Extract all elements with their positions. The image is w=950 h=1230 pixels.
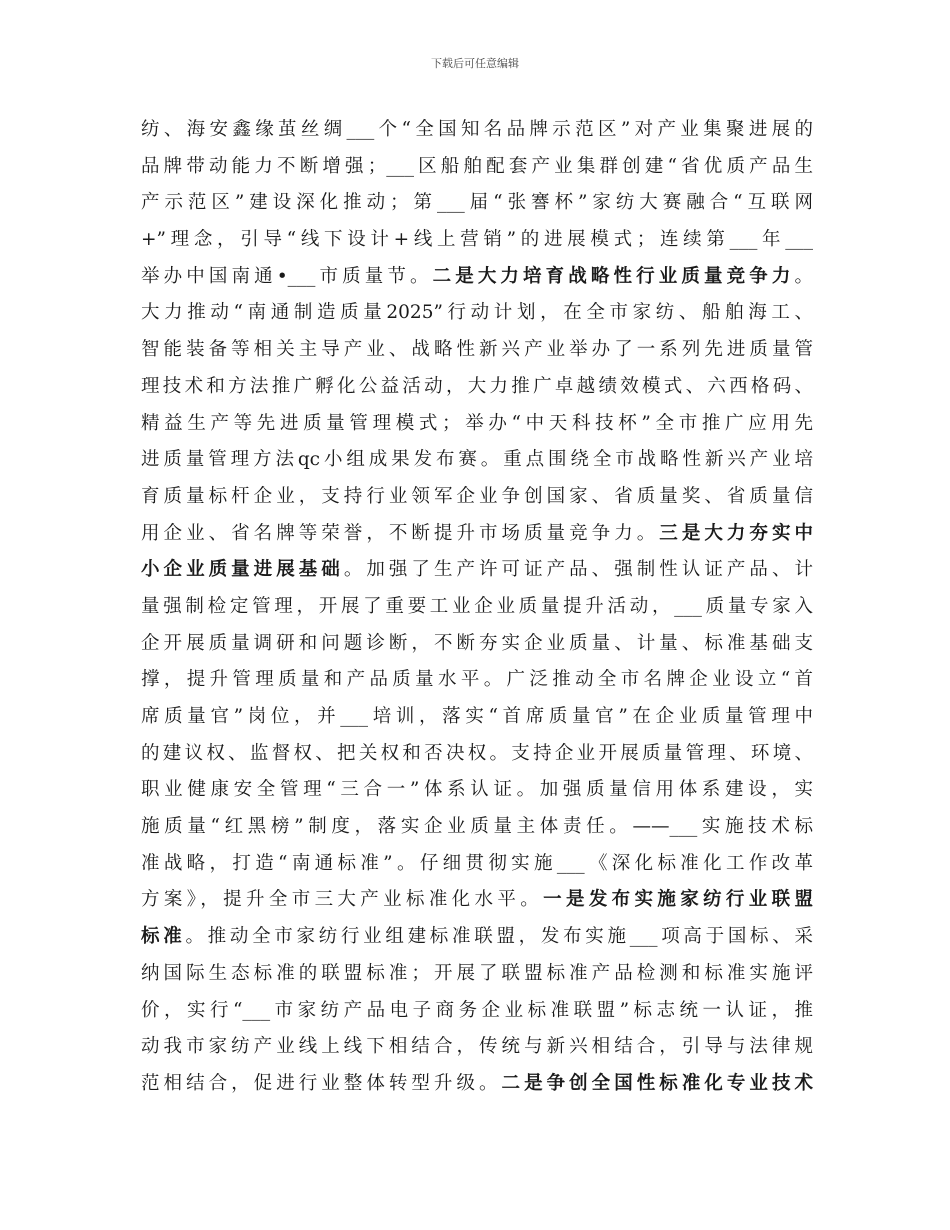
text-line — [141, 589, 813, 626]
text-line — [141, 772, 813, 809]
text-line — [141, 552, 813, 589]
bold-text-segment: 一是发布实施家纺行业联盟 — [543, 889, 813, 911]
text-segment: 撑，提升管理质量和产品质量水平。广泛推动全市名牌企业设立“首 — [141, 669, 813, 691]
text-segment: 智能装备等相关主导产业、战略性新兴产业举办了一系列先进质量管 — [141, 339, 813, 361]
text-line — [141, 332, 813, 369]
text-segment: 举办中国南通•___市质量节。 — [141, 265, 433, 287]
text-line — [141, 369, 813, 406]
text-segment: 动我市家纺产业线上线下相结合，传统与新兴相结合，引导与法律规 — [141, 1036, 813, 1058]
text-segment: 量强制检定管理，开展了重要工业企业质量提升活动，___质量专家入 — [141, 595, 813, 617]
text-line — [141, 149, 813, 186]
text-segment: 方案》，提升全市三大产业标准化水平。 — [141, 889, 544, 911]
text-segment: 席质量官”岗位，并___培训，落实“首席质量官”在企业质量管理中 — [141, 706, 813, 727]
text-segment: 理技术和方法推广孵化公益活动，大力推广卓越绩效模式、六西格码、 — [141, 375, 813, 397]
text-line — [141, 295, 813, 332]
text-line — [141, 736, 813, 773]
bold-text-segment: 三是大力夯实中 — [659, 522, 813, 544]
text-segment: 。 — [794, 265, 813, 287]
text-segment: 品牌带动能力不断增强；___区船舶配套产业集群创建“省优质产品生 — [141, 155, 813, 177]
text-line — [141, 956, 813, 993]
text-segment: 。加强了生产许可证产品、强制性认证产品、计 — [343, 559, 813, 581]
text-segment: 范相结合，促进行业整体转型升级。 — [141, 1072, 502, 1094]
text-segment: 职业健康安全管理“三合一”体系认证。加强质量信用体系建设，实 — [141, 779, 813, 801]
text-segment: 纺、海安鑫缘茧丝绸___个“全国知名品牌示范区”对产业集聚进展的 — [141, 119, 813, 140]
text-line — [141, 662, 813, 699]
text-line — [141, 516, 813, 553]
text-line — [141, 442, 813, 479]
text-segment: 精益生产等先进质量管理模式；举办“中天科技杯”全市推广应用先 — [141, 412, 813, 434]
text-segment: 育质量标杆企业，支持行业领军企业争创国家、省质量奖、省质量信 — [141, 485, 813, 507]
text-line — [141, 626, 813, 663]
text-line — [141, 846, 813, 883]
text-segment: 。推动全市家纺行业组建标准联盟，发布实施___项高于国标、采 — [185, 926, 813, 948]
bold-text-segment: 二是大力培育战略性行业质量竞争力 — [432, 265, 795, 287]
text-line — [141, 259, 813, 296]
text-line — [141, 699, 813, 736]
text-segment: 准战略，打造“南通标准”。仔细贯彻实施___《深化标准化工作改革 — [141, 852, 813, 874]
text-line — [141, 185, 813, 222]
text-segment: 用企业、省名牌等荣誉，不断提升市场质量竞争力。 — [141, 522, 660, 544]
text-line — [141, 993, 813, 1030]
text-segment: 施质量“红黑榜”制度，落实企业质量主体责任。——___实施技术标 — [141, 816, 813, 838]
text-line — [141, 809, 813, 846]
text-segment: 进质量管理方法qc小组成果发布赛。重点围绕全市战略性新兴产业培 — [141, 449, 813, 471]
text-segment: 企开展质量调研和问题诊断，不断夯实企业质量、计量、标准基础支 — [141, 632, 813, 654]
bold-text-segment: 标准 — [141, 926, 186, 948]
text-line — [141, 1029, 813, 1066]
text-line — [141, 919, 813, 956]
text-line — [141, 222, 813, 259]
bold-text-segment: 二是争创全国性标准化专业技术 — [501, 1072, 813, 1094]
text-line — [141, 112, 813, 149]
text-segment: 的建议权、监督权、把关权和否决权。支持企业开展质量管理、环境、 — [141, 742, 813, 764]
text-line — [141, 479, 813, 516]
text-segment: 大力推动“南通制造质量2025”行动计划，在全市家纺、船舶海工、 — [141, 302, 813, 324]
text-segment: 价，实行“___市家纺产品电子商务企业标准联盟”标志统一认证，推 — [141, 999, 813, 1021]
text-line — [141, 406, 813, 443]
text-segment: 产示范区”建设深化推动；第___届“张謇杯”家纺大赛融合“互联网 — [141, 192, 813, 214]
bold-text-segment: 小企业质量进展基础 — [141, 559, 344, 581]
document-body — [141, 112, 813, 1103]
text-segment: +”理念，引导“线下设计+线上营销”的进展模式；连续第___年___ — [141, 229, 813, 251]
text-line — [141, 882, 813, 919]
page-header: 下载后可任意编辑 — [431, 57, 519, 70]
text-line — [141, 1066, 813, 1103]
text-segment: 纳国际生态标准的联盟标准；开展了联盟标准产品检测和标准实施评 — [141, 962, 813, 984]
